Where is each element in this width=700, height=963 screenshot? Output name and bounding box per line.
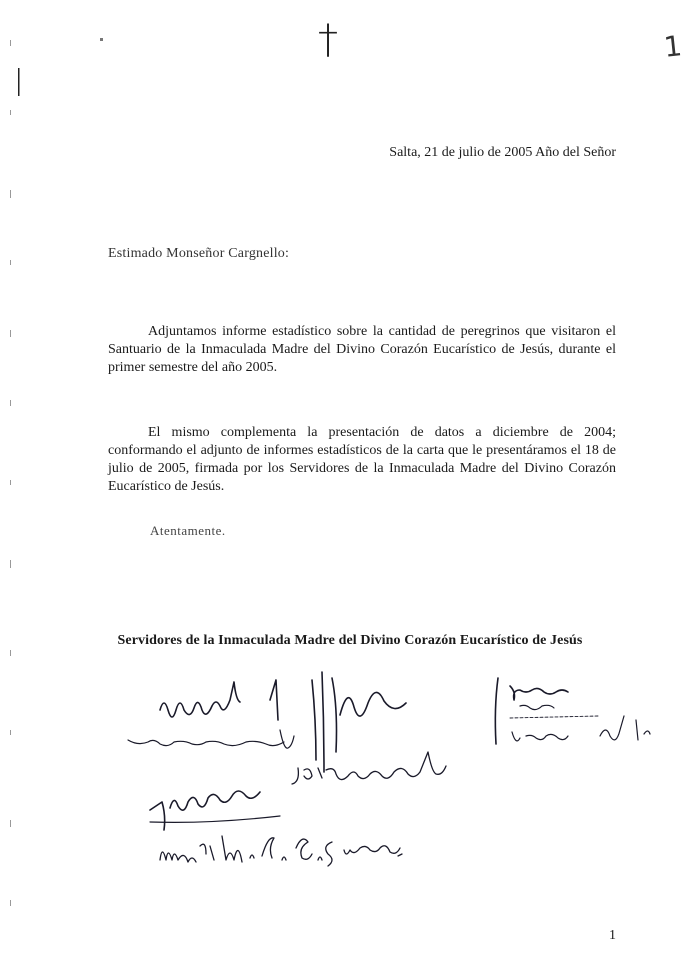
corner-page-mark: 1	[662, 29, 684, 64]
page-number: 1	[609, 928, 616, 943]
signatory-organization: Servidores de la Inmaculada Madre del Divino Corazón Eucarístico de Jesús	[117, 633, 583, 648]
cross-symbol: †	[318, 17, 338, 63]
paragraph-1: Adjuntamos informe estadístico sobre la cantidad de peregrinos que visitaron el Santuario de la Inmaculada Madre del Divino Corazón Eucarístico de Jesús, durante el primer semestre del año 2005.	[108, 324, 616, 375]
signature-name-jose	[292, 752, 446, 784]
scan-speck	[100, 38, 103, 41]
signature-3	[495, 678, 650, 744]
place-date: Salta, 21 de julio de 2005 Año del Señor	[389, 145, 616, 160]
greeting: Estimado Monseñor Cargnello:	[108, 246, 290, 261]
signature-name-maria	[160, 836, 402, 866]
signatures-block	[0, 660, 700, 880]
paragraph-2: El mismo complementa la presentación de datos a diciembre de 2004; conformando el adjunto de informes estadísticos de la carta que le presentáramos el 18 de julio de 2005, firmada por los Servidores de la Inmaculada Madre del Divino Corazón Eucarístico de Jesús.	[108, 425, 616, 494]
signature-4	[150, 791, 402, 866]
signature-name-claudia	[128, 740, 284, 746]
signature-1	[160, 680, 278, 720]
signature-2	[312, 672, 406, 772]
closing: Atentamente.	[150, 523, 226, 538]
